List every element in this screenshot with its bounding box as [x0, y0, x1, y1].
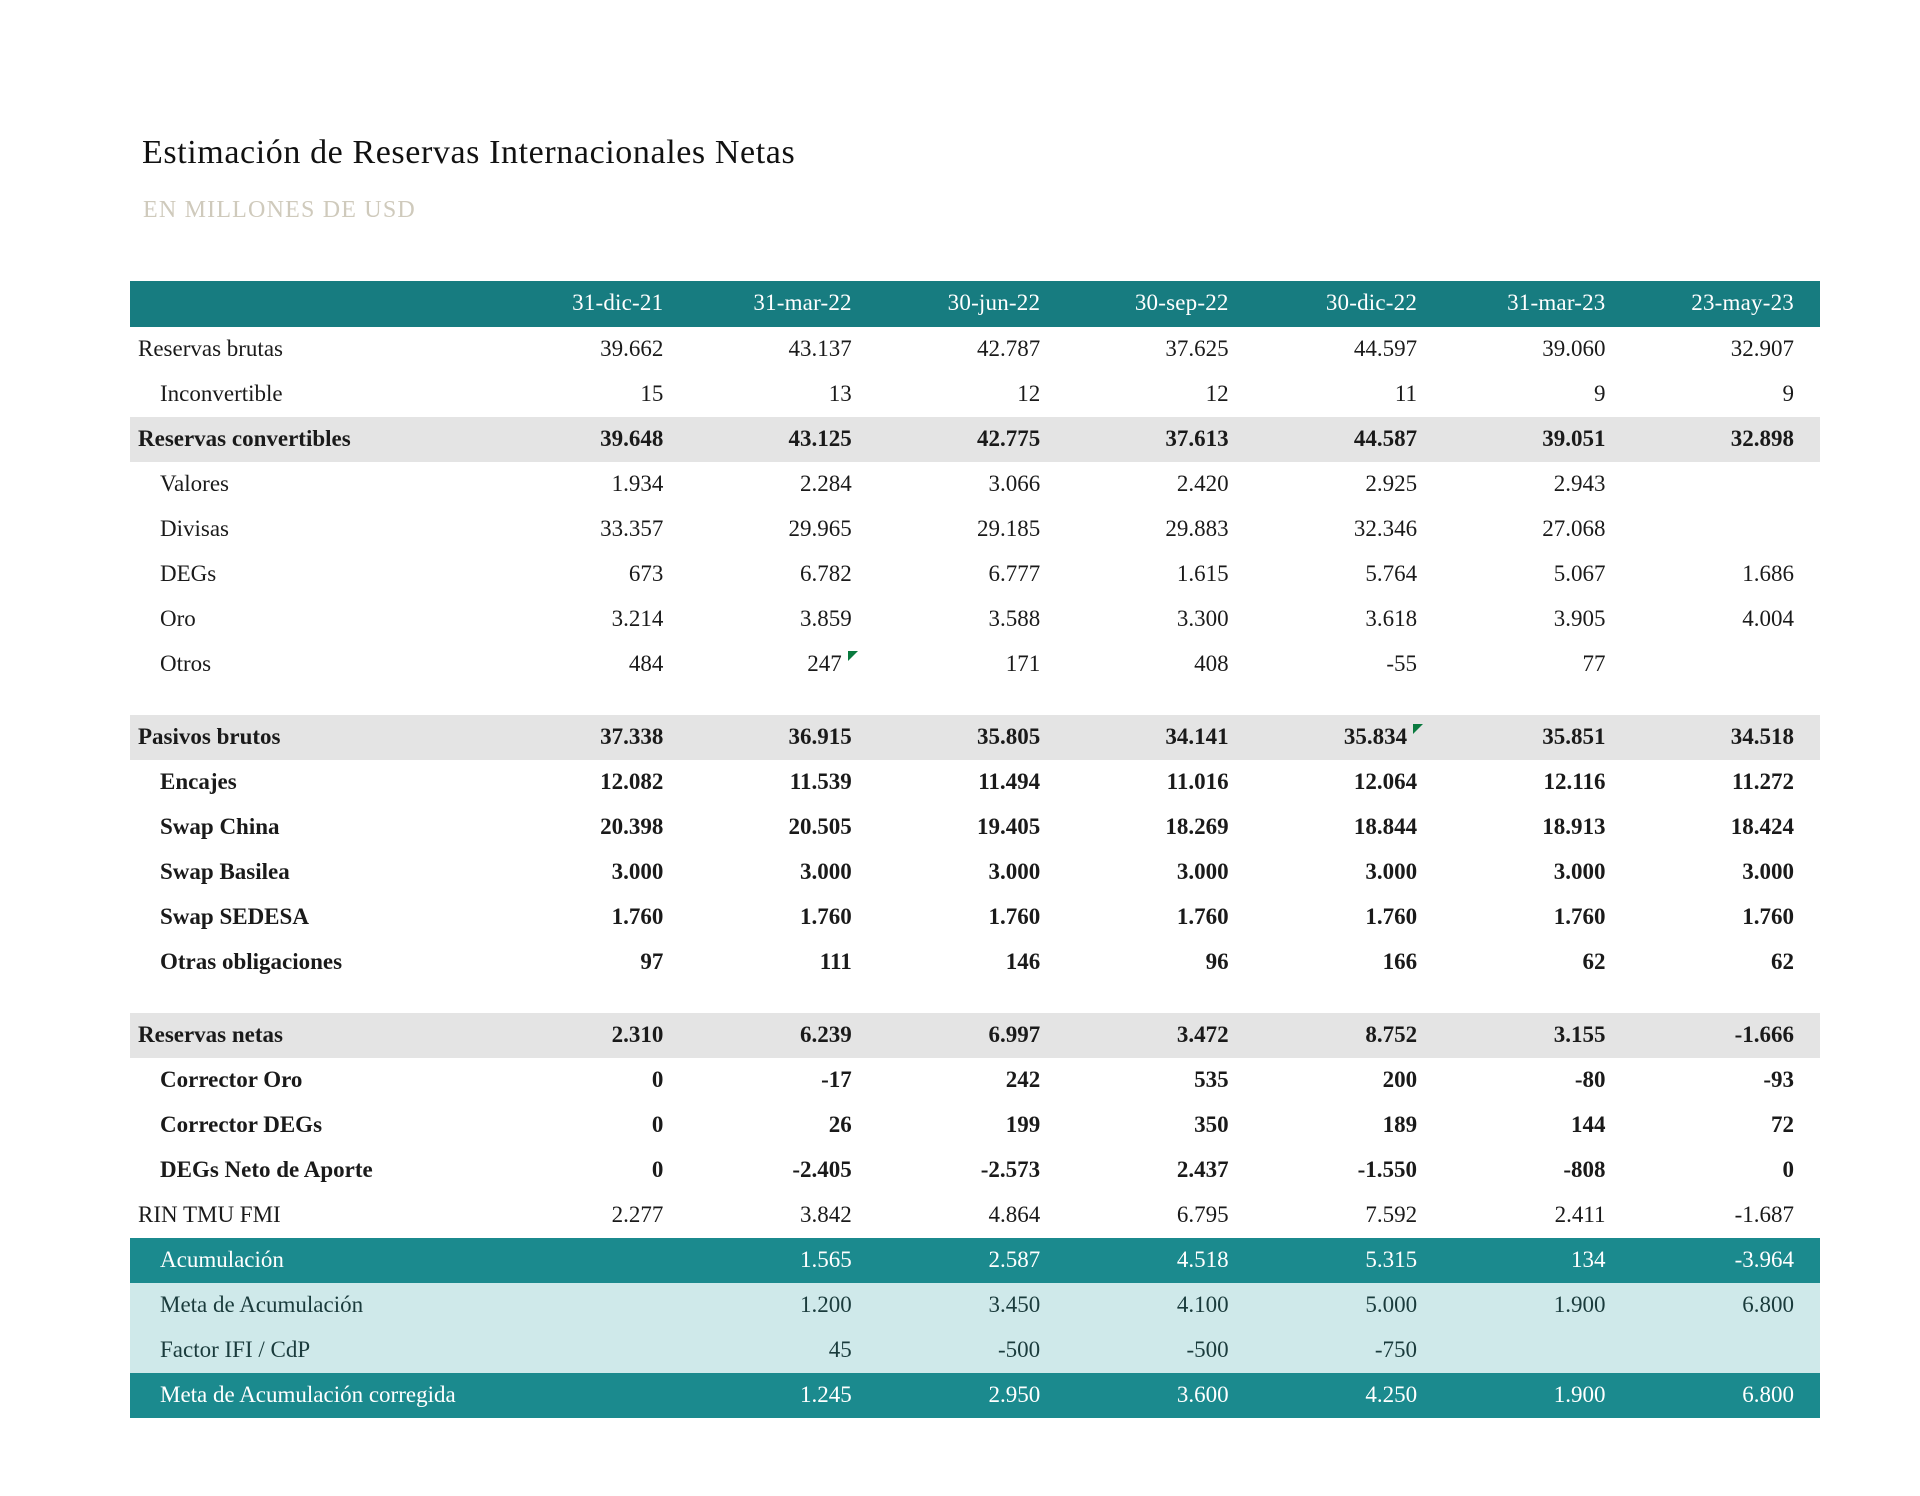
table-row	[130, 552, 1820, 597]
table-cell: 36.915	[689, 715, 877, 760]
table-cell: 3.000	[988, 859, 1041, 884]
column-header-6: 23-may-23	[1632, 281, 1821, 327]
table-cell	[1066, 687, 1254, 715]
table-cell: 62	[1582, 949, 1606, 974]
table-cell: 6.782	[689, 552, 877, 597]
table-cell: 535	[1194, 1067, 1229, 1092]
table-cell: 20.398	[600, 814, 664, 839]
row-label: Pasivos brutos	[130, 715, 501, 760]
table-cell: -500	[1066, 1328, 1254, 1373]
table-cell: 189	[1382, 1112, 1418, 1137]
table-cell: 19.405	[976, 814, 1041, 839]
comment-flag-icon	[1413, 724, 1423, 734]
table-cell: 2.587	[878, 1238, 1066, 1283]
column-header-1: 31-mar-22	[689, 281, 877, 327]
table-row	[130, 1283, 1820, 1328]
table-cell: 3.000	[1553, 859, 1606, 884]
table-cell	[1632, 507, 1821, 552]
table-cell: 2.420	[1066, 462, 1254, 507]
table-cell: 39.051	[1443, 417, 1631, 462]
table-row	[130, 372, 1820, 417]
table-cell: 3.842	[689, 1193, 877, 1238]
table-cell: 29.965	[689, 507, 877, 552]
table-body	[130, 327, 1820, 1418]
column-header-label	[130, 281, 501, 327]
table-cell: 0	[651, 1157, 664, 1182]
table-cell: 32.346	[1255, 507, 1443, 552]
table-cell: 29.883	[1066, 507, 1254, 552]
table-cell: 2.411	[1443, 1193, 1631, 1238]
table-cell: 1.760	[1553, 904, 1606, 929]
table-cell: 200	[1382, 1067, 1418, 1092]
table-cell: 1.760	[611, 904, 664, 929]
table-cell	[1443, 687, 1631, 715]
table-cell: 111	[819, 949, 852, 974]
table-cell: -750	[1255, 1328, 1443, 1373]
table-row	[130, 850, 1820, 895]
table-cell: 18.913	[1542, 814, 1606, 839]
table-row	[130, 805, 1820, 850]
table-cell: 18.844	[1353, 814, 1418, 839]
table-cell: 42.775	[878, 417, 1066, 462]
table-cell: 39.648	[501, 417, 689, 462]
page-title: Estimación de Reservas Internacionales Netas	[142, 134, 796, 171]
table-cell: -93	[1763, 1067, 1794, 1092]
table-cell	[1632, 985, 1821, 1013]
table-cell: 2.277	[501, 1193, 689, 1238]
table-cell: 144	[1571, 1112, 1606, 1137]
table-cell: 199	[1005, 1112, 1041, 1137]
table-row	[130, 327, 1820, 372]
table-cell: -17	[821, 1067, 852, 1092]
table-cell: 6.800	[1632, 1373, 1821, 1418]
table-cell: 11.494	[978, 769, 1041, 794]
table-cell: 171	[878, 642, 1066, 687]
table-cell: 1.760	[988, 904, 1041, 929]
table-cell: 11	[1255, 372, 1443, 417]
row-label: Meta de Acumulación corregida	[130, 1373, 501, 1418]
table-cell: 3.600	[1066, 1373, 1254, 1418]
column-header-4: 30-dic-22	[1255, 281, 1443, 327]
table-cell: 673	[501, 552, 689, 597]
table-row	[130, 687, 1820, 715]
table-cell: 11.272	[1732, 769, 1794, 794]
table-cell	[501, 1328, 689, 1373]
table-cell: -2.573	[980, 1157, 1041, 1182]
table-cell: 96	[1205, 949, 1229, 974]
table-cell: 1.760	[1365, 904, 1418, 929]
table-cell: 20.505	[788, 814, 852, 839]
table-cell: 26	[828, 1112, 852, 1137]
table-cell: 18.424	[1730, 814, 1794, 839]
table-cell: 5.315	[1255, 1238, 1443, 1283]
table-cell: 3.066	[878, 462, 1066, 507]
table-cell: 5.067	[1443, 552, 1631, 597]
table-row	[130, 1193, 1820, 1238]
table-cell: 42.787	[878, 327, 1066, 372]
table-cell	[689, 687, 877, 715]
table-cell: 1.245	[689, 1373, 877, 1418]
table-row	[130, 1148, 1820, 1193]
table-cell: 6.795	[1066, 1193, 1254, 1238]
table-cell: 12.116	[1543, 769, 1606, 794]
table-row	[130, 715, 1820, 760]
column-header-2: 30-jun-22	[878, 281, 1066, 327]
table-cell	[1443, 1328, 1631, 1373]
table-cell: 6.777	[878, 552, 1066, 597]
column-header-0: 31-dic-21	[501, 281, 689, 327]
table-cell: 2.310	[501, 1013, 689, 1058]
table-cell: 37.613	[1066, 417, 1254, 462]
table-cell: -1.687	[1632, 1193, 1821, 1238]
table-cell: 2.437	[1176, 1157, 1229, 1182]
table-cell: 242	[1005, 1067, 1041, 1092]
table-cell: 3.618	[1255, 597, 1443, 642]
table-cell: 6.997	[878, 1013, 1066, 1058]
table-cell	[1632, 687, 1821, 715]
table-cell: 7.592	[1255, 1193, 1443, 1238]
table-cell: 3.472	[1066, 1013, 1254, 1058]
row-label: Swap China	[160, 814, 280, 839]
table-cell: 5.764	[1255, 552, 1443, 597]
reserves-table	[130, 281, 1820, 1418]
table-row	[130, 1058, 1820, 1103]
table-cell	[501, 687, 689, 715]
table-row	[130, 417, 1820, 462]
table-cell: 1.760	[800, 904, 852, 929]
row-label: Encajes	[160, 769, 237, 794]
table-cell: 5.000	[1255, 1283, 1443, 1328]
table-cell	[1632, 642, 1821, 687]
table-cell: 4.518	[1066, 1238, 1254, 1283]
table-cell: 3.000	[611, 859, 664, 884]
table-cell: 35.805	[878, 715, 1066, 760]
table-cell	[1255, 985, 1443, 1013]
table-cell: 1.934	[501, 462, 689, 507]
table-cell: 408	[1066, 642, 1254, 687]
table-cell: -500	[878, 1328, 1066, 1373]
table-cell: 6.800	[1632, 1283, 1821, 1328]
table-cell: 1.760	[1176, 904, 1229, 929]
table-row	[130, 1238, 1820, 1283]
table-cell: 1.760	[1742, 904, 1794, 929]
table-cell: 77	[1443, 642, 1631, 687]
row-label: Corrector DEGs	[160, 1112, 323, 1137]
table-cell: -55	[1255, 642, 1443, 687]
row-label: Inconvertible	[130, 372, 501, 417]
table-cell: 9	[1632, 372, 1821, 417]
table-cell: 247	[689, 642, 877, 687]
table-cell	[1066, 985, 1254, 1013]
table-cell: 3.000	[1742, 859, 1794, 884]
table-cell	[689, 985, 877, 1013]
table-cell: 18.269	[1165, 814, 1229, 839]
row-label: Acumulación	[130, 1238, 501, 1283]
table-header-row	[130, 281, 1820, 327]
column-header-3: 30-sep-22	[1066, 281, 1254, 327]
table-cell: 1.565	[689, 1238, 877, 1283]
table-row	[130, 642, 1820, 687]
table-cell: 32.907	[1632, 327, 1821, 372]
table-row	[130, 760, 1820, 805]
table-cell: 1.615	[1066, 552, 1254, 597]
table-cell: 11.016	[1166, 769, 1229, 794]
row-label: Otros	[130, 642, 501, 687]
table-cell	[878, 687, 1066, 715]
table-row	[130, 895, 1820, 940]
row-label: Factor IFI / CdP	[130, 1328, 501, 1373]
table-cell: 9	[1443, 372, 1631, 417]
row-label: Meta de Acumulación	[130, 1283, 501, 1328]
table-cell: 2.943	[1443, 462, 1631, 507]
table-cell: 15	[501, 372, 689, 417]
row-label: Corrector Oro	[160, 1067, 303, 1092]
row-label: Swap SEDESA	[160, 904, 309, 929]
table-cell: 3.000	[800, 859, 852, 884]
table-cell: 0	[1782, 1157, 1794, 1182]
table-cell: 2.925	[1255, 462, 1443, 507]
table-cell	[878, 985, 1066, 1013]
table-cell: 12	[878, 372, 1066, 417]
table-cell: 12.082	[600, 769, 664, 794]
table-row	[130, 462, 1820, 507]
table-cell: 1.686	[1632, 552, 1821, 597]
table-cell: 3.155	[1443, 1013, 1631, 1058]
table-cell	[1255, 687, 1443, 715]
table-cell	[1632, 462, 1821, 507]
table-row	[130, 985, 1820, 1013]
table-cell: 12	[1066, 372, 1254, 417]
table-cell	[1632, 1328, 1821, 1373]
table-cell: 3.000	[1176, 859, 1229, 884]
row-label	[130, 687, 501, 715]
table-cell	[501, 985, 689, 1013]
table-cell: 3.000	[1365, 859, 1418, 884]
table-row	[130, 940, 1820, 985]
table-cell: 3.450	[878, 1283, 1066, 1328]
table-cell	[501, 1283, 689, 1328]
table-cell	[501, 1373, 689, 1418]
table-cell: 350	[1194, 1112, 1229, 1137]
table-cell: 4.100	[1066, 1283, 1254, 1328]
table-row	[130, 507, 1820, 552]
table-cell: 33.357	[501, 507, 689, 552]
table-cell: 34.518	[1632, 715, 1821, 760]
table-cell: 4.864	[878, 1193, 1066, 1238]
table-cell: 2.950	[878, 1373, 1066, 1418]
table-cell: 35.851	[1443, 715, 1631, 760]
table-cell: 166	[1382, 949, 1418, 974]
table-cell: -1.550	[1357, 1157, 1418, 1182]
table-cell: 3.300	[1066, 597, 1254, 642]
table-cell: 12.064	[1353, 769, 1418, 794]
table-cell: 37.625	[1066, 327, 1254, 372]
table-cell: 4.250	[1255, 1373, 1443, 1418]
table-cell: -2.405	[792, 1157, 852, 1182]
row-label: DEGs Neto de Aporte	[160, 1157, 373, 1182]
table-cell: 1.900	[1443, 1373, 1631, 1418]
table-cell: 1.200	[689, 1283, 877, 1328]
table-cell: 44.597	[1255, 327, 1443, 372]
table-cell: 484	[501, 642, 689, 687]
table-row	[130, 597, 1820, 642]
comment-flag-icon	[848, 651, 858, 661]
row-label: Reservas convertibles	[130, 417, 501, 462]
row-label: Oro	[130, 597, 501, 642]
table-cell: 37.338	[501, 715, 689, 760]
table-cell: 43.137	[689, 327, 877, 372]
table-cell	[1443, 985, 1631, 1013]
table-cell: 34.141	[1066, 715, 1254, 760]
table-cell: 6.239	[689, 1013, 877, 1058]
table-row	[130, 1328, 1820, 1373]
table-cell: -3.964	[1632, 1238, 1821, 1283]
table-cell: 146	[1005, 949, 1041, 974]
table-cell: 8.752	[1255, 1013, 1443, 1058]
table-cell: 29.185	[878, 507, 1066, 552]
row-label: Otras obligaciones	[160, 949, 343, 974]
column-header-5: 31-mar-23	[1443, 281, 1631, 327]
row-label: RIN TMU FMI	[130, 1193, 501, 1238]
table-cell: 3.588	[878, 597, 1066, 642]
row-label: Reservas brutas	[130, 327, 501, 372]
table-cell: 3.905	[1443, 597, 1631, 642]
table-cell: 4.004	[1632, 597, 1821, 642]
table-cell: 35.834	[1255, 715, 1443, 760]
row-label: Reservas netas	[130, 1013, 501, 1058]
table-cell: 0	[651, 1067, 664, 1092]
table-cell: 97	[640, 949, 664, 974]
table-cell: -1.666	[1632, 1013, 1821, 1058]
table-cell: 2.284	[689, 462, 877, 507]
table-cell: 3.214	[501, 597, 689, 642]
table-row	[130, 1013, 1820, 1058]
table-cell: 44.587	[1255, 417, 1443, 462]
table-cell: 72	[1771, 1112, 1794, 1137]
table-cell: 45	[689, 1328, 877, 1373]
table-cell: -80	[1574, 1067, 1606, 1092]
table-cell: 3.859	[689, 597, 877, 642]
table-cell	[501, 1238, 689, 1283]
table-cell: 1.900	[1443, 1283, 1631, 1328]
row-label: Swap Basilea	[160, 859, 290, 884]
table-cell: 32.898	[1632, 417, 1821, 462]
table-cell: 43.125	[689, 417, 877, 462]
table-cell: 39.662	[501, 327, 689, 372]
table-cell: 27.068	[1443, 507, 1631, 552]
table-cell: -808	[1563, 1157, 1606, 1182]
table-row	[130, 1103, 1820, 1148]
row-label	[130, 985, 501, 1013]
table-row	[130, 1373, 1820, 1418]
row-label: Valores	[130, 462, 501, 507]
table-cell: 13	[689, 372, 877, 417]
table-cell: 62	[1771, 949, 1794, 974]
row-label: DEGs	[130, 552, 501, 597]
row-label: Divisas	[130, 507, 501, 552]
page-subtitle: EN MILLONES DE USD	[143, 197, 416, 223]
table-cell: 39.060	[1443, 327, 1631, 372]
table-cell: 134	[1443, 1238, 1631, 1283]
table-cell: 11.539	[789, 769, 852, 794]
table-cell: 0	[651, 1112, 664, 1137]
